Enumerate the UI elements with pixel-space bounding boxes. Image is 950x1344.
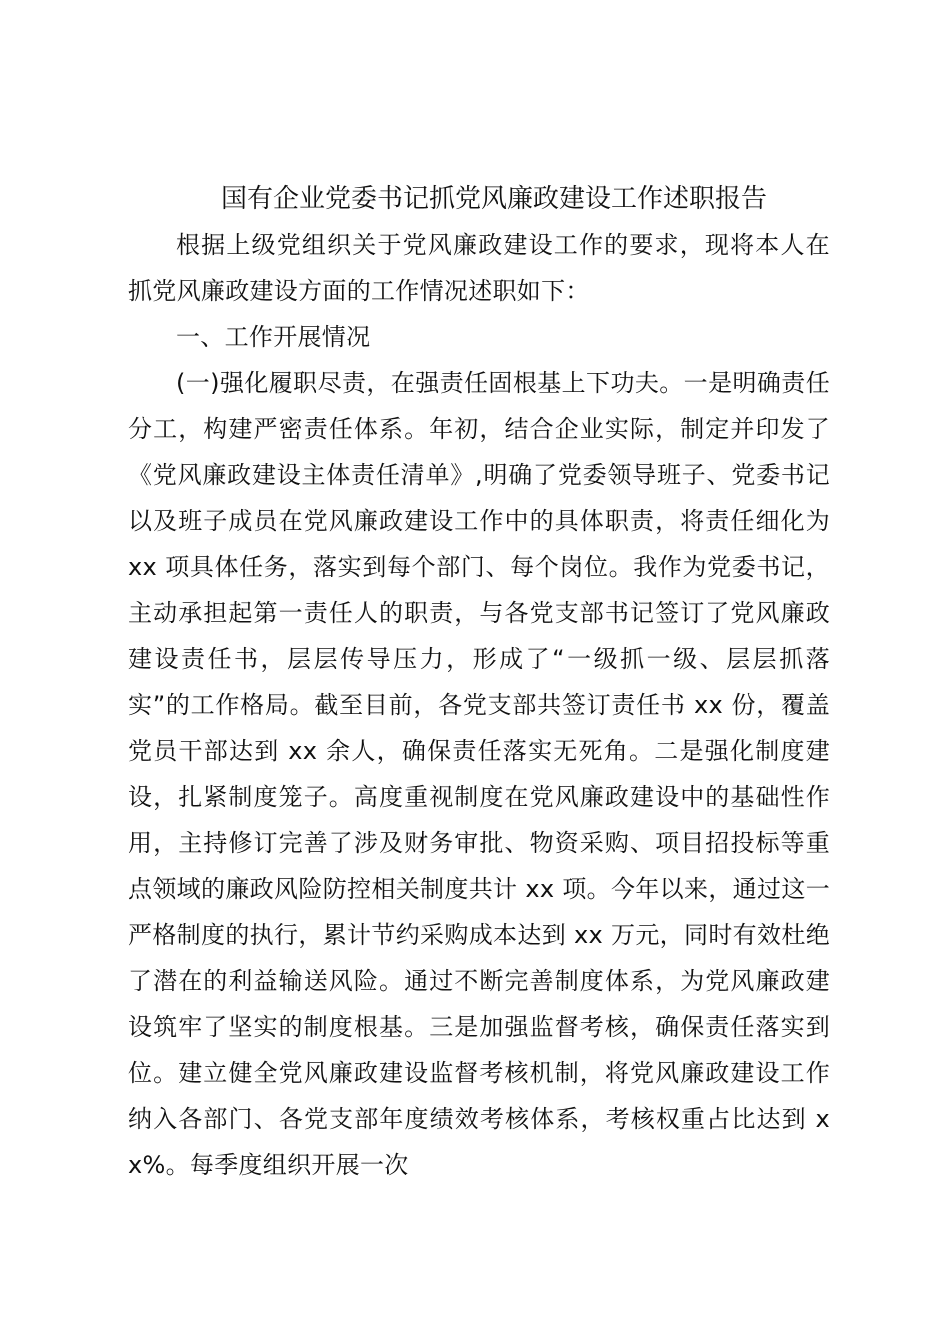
intro-paragraph: 根据上级党组织关于党风廉政建设工作的要求，现将本人在抓党风廉政建设方面的工作情况述职如下： xyxy=(128,231,830,305)
document-body xyxy=(128,176,830,1188)
section-heading: 一、工作开展情况 xyxy=(176,323,371,351)
document-title: 国有企业党委书记抓党风廉政建设工作述职报告 xyxy=(220,184,767,214)
section-paragraph: (一)强化履职尽责，在强责任固根基上下功夫。一是明确责任分工，构建严密责任体系。年初，结合企业实际，制定并印发了《党风廉政建设主体责任清单》,明确了党委领导班子、党委书记以及班子成员在党风廉政建设工作中的具体职责，将责任细化为 xx 项具体任务，落实到每个部门、每个岗位。我作为党委书记，主动承担起第一责任人的职责，与各党支部书记签订了党风廉政建设责任书，层层传导压力，形成了“一级抓一级、层层抓落实”的工作格局。截至目前，各党支部共签订责任书 xx 份，覆盖党员干部达到 xx 余人，确保责任落实无死角。二是强化制度建设，扎紧制度笼子。高度重视制度在党风廉政建设中的基础性作用，主持修订完善了涉及财务审批、物资采购、项目招投标等重点领域的廉政风险防控相关制度共计 xx 项。今年以来，通过这一严格制度的执行，累计节约采购成本达到 xx 万元，同时有效杜绝了潜在的利益输送风险。通过不断完善制度体系，为党风廉政建设筑牢了坚实的制度根基。三是加强监督考核，确保责任落实到位。建立健全党风廉政建设监督考核机制，将党风廉政建设工作纳入各部门、各党支部年度绩效考核体系，考核权重占比达到 xx%。每季度组织开展一次 xyxy=(128,369,830,1179)
